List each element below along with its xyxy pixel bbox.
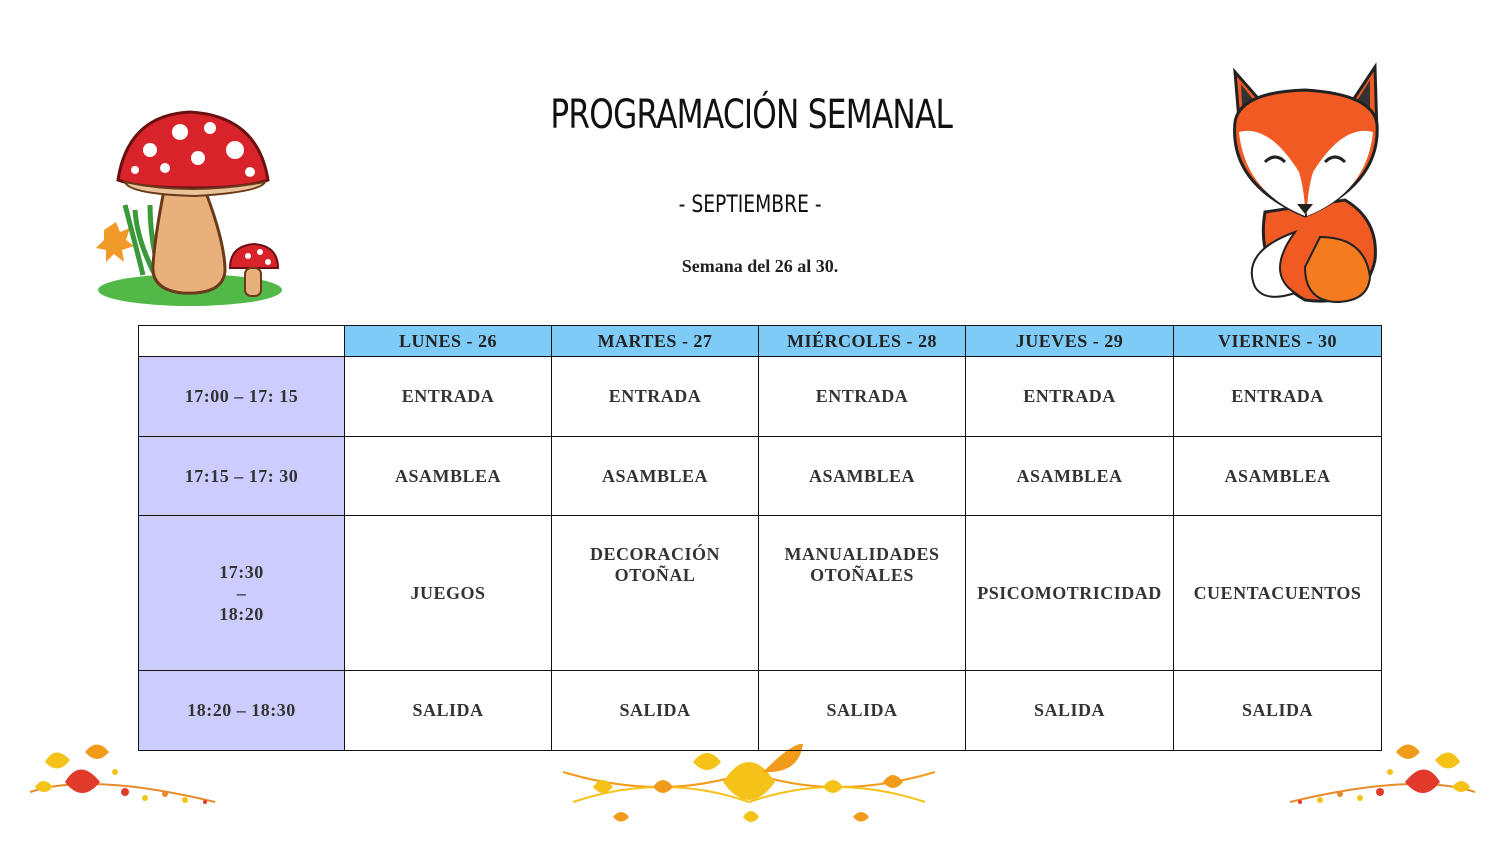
activity-cell <box>552 516 759 671</box>
activity-cell: ENTRADA <box>1174 357 1382 437</box>
table-header-row <box>139 326 1382 357</box>
activity-cell <box>759 516 966 671</box>
day-header: JUEVES - 29 <box>966 326 1174 357</box>
activity-cell: ASAMBLEA <box>552 437 759 516</box>
time-line: 17:30 <box>219 561 264 582</box>
time-cell: 17:00 – 17: 15 <box>139 357 345 437</box>
activity-cell: ENTRADA <box>552 357 759 437</box>
mushroom-illustration <box>90 110 290 310</box>
day-header: LUNES - 26 <box>345 326 552 357</box>
time-cell: 18:20 – 18:30 <box>139 671 345 751</box>
activity-line: JUEGOS <box>410 582 486 603</box>
activity-cell <box>345 516 552 671</box>
activity-cell: ASAMBLEA <box>1174 437 1382 516</box>
activity-cell: ASAMBLEA <box>345 437 552 516</box>
page-title: PROGRAMACIÓN SEMANAL <box>550 92 953 138</box>
fox-illustration <box>1225 62 1385 307</box>
week-label: Semana del 26 al 30. <box>681 256 839 276</box>
activity-cell: SALIDA <box>552 671 759 751</box>
table-row <box>139 437 1382 516</box>
table-row <box>139 357 1382 437</box>
time-line: 18:20 <box>219 603 264 624</box>
activity-line: OTOÑAL <box>614 565 696 585</box>
corner-cell <box>139 326 345 357</box>
activity-cell <box>966 516 1174 671</box>
activity-line: DECORACIÓN <box>589 544 720 564</box>
table-row <box>139 516 1382 671</box>
time-cell: 17:15 – 17: 30 <box>139 437 345 516</box>
month-subtitle: - SEPTIEMBRE - <box>678 190 822 218</box>
activity-cell: ASAMBLEA <box>966 437 1174 516</box>
activity-line: MANUALIDADES <box>784 544 940 564</box>
time-line: – <box>236 582 247 603</box>
activity-cell: ENTRADA <box>966 357 1174 437</box>
activity-cell: SALIDA <box>345 671 552 751</box>
activity-cell <box>1174 516 1382 671</box>
day-header: VIERNES - 30 <box>1174 326 1382 357</box>
activity-line: OTOÑALES <box>810 565 914 585</box>
activity-cell: ENTRADA <box>759 357 966 437</box>
activity-cell: SALIDA <box>966 671 1174 751</box>
time-cell <box>139 516 345 671</box>
activity-line: PSICOMOTRICIDAD <box>977 582 1162 603</box>
activity-cell: ENTRADA <box>345 357 552 437</box>
autumn-leaves-center <box>553 742 945 832</box>
day-header: MIÉRCOLES - 28 <box>759 326 966 357</box>
activity-line: CUENTACUENTOS <box>1193 582 1362 603</box>
activity-cell: SALIDA <box>1174 671 1382 751</box>
activity-cell: ASAMBLEA <box>759 437 966 516</box>
day-header: MARTES - 27 <box>552 326 759 357</box>
schedule-table <box>138 325 1382 751</box>
activity-cell: SALIDA <box>759 671 966 751</box>
table-row <box>139 671 1382 751</box>
